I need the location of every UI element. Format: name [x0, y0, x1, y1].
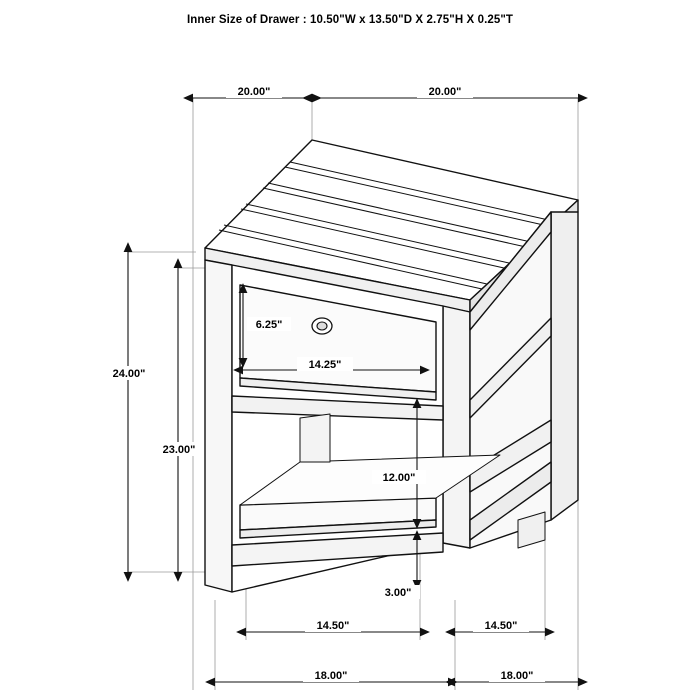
- dim-shelf-clearance: 12.00": [382, 472, 416, 484]
- dim-bottom-rail: 3.00": [384, 587, 412, 599]
- dim-shelf-right: 14.50": [484, 620, 518, 632]
- dim-shelf-left: 14.50": [316, 620, 350, 632]
- page-title: Inner Size of Drawer : 10.50"W x 13.50"D X 2.75"H X 0.25"T: [186, 14, 514, 26]
- dim-leg-height: 23.00": [162, 444, 196, 456]
- dim-overall-height: 24.00": [112, 368, 146, 380]
- dim-top-right: 20.00": [428, 86, 462, 98]
- dim-drawer-height: 6.25": [255, 319, 283, 331]
- table-illustration: [205, 140, 578, 592]
- dim-top-left: 20.00": [237, 86, 271, 98]
- dim-base-left: 18.00": [314, 670, 348, 682]
- dim-drawer-width: 14.25": [308, 359, 342, 371]
- dim-base-right: 18.00": [500, 670, 534, 682]
